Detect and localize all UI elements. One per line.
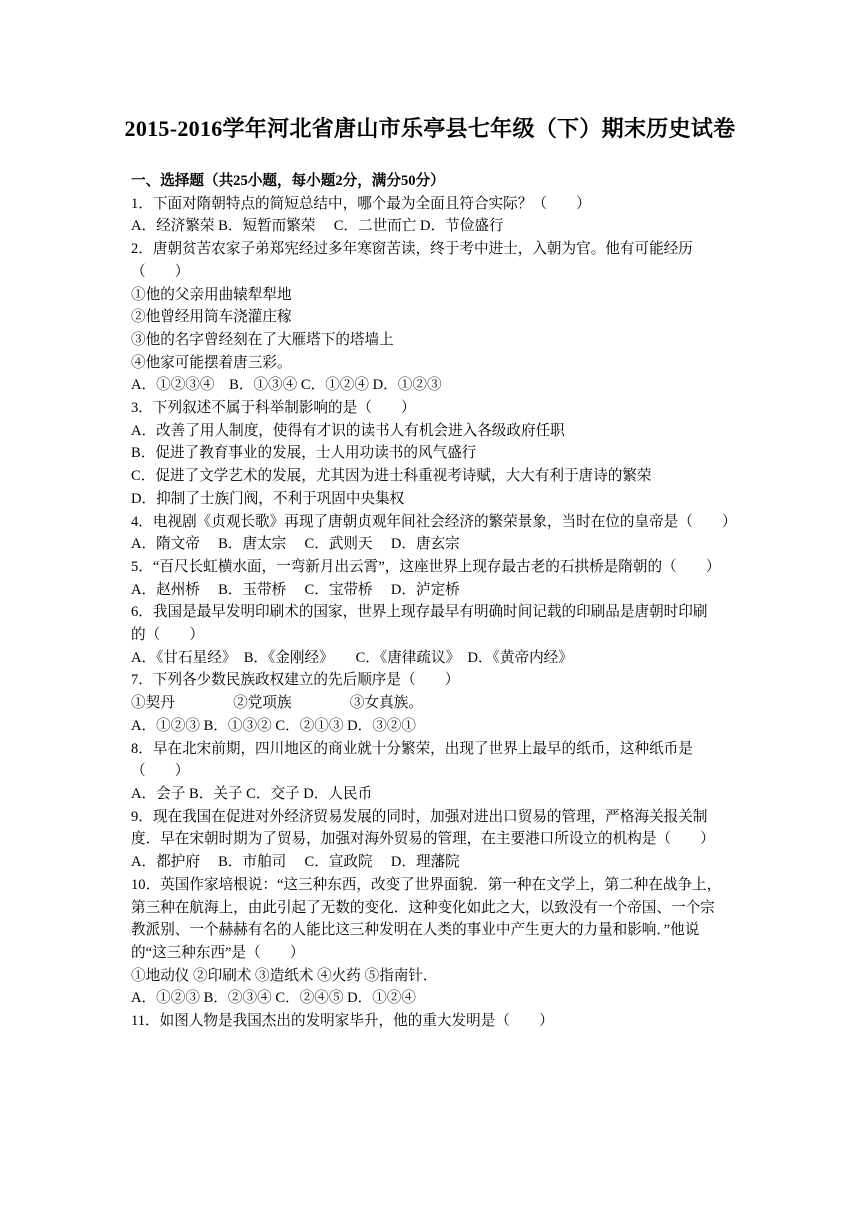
question-7-items: ①契丹 ②党项族 ③女真族。 [131,695,423,712]
question-10-stem: 10．英国作家培根说：“这三种东西，改变了世界面貌．第一种在文学上，第二种在战争上， [131,876,722,893]
question-2-options: A．①②③④ B．①③④ C．①②④ D．①②③ [131,377,442,394]
question-6-stem: 6．我国是最早发明印刷术的国家，世界上现存最早有明确时间记载的印刷品是唐朝时印刷 [131,604,708,621]
question-10-items: ①地动仪 ②印刷术 ③造纸术 ④火药 ⑤指南针． [131,967,438,984]
question-4-options: A．隋文帝 B．唐太宗 C．武则天 D．唐玄宗 [131,536,460,553]
question-2-item-1: ①他的父亲用曲辕犁犁地 [131,286,292,303]
question-11-stem: 11．如图人物是我国杰出的发明家毕升，他的重大发明是（ ） [131,1013,554,1030]
question-5-options: A．赵州桥 B．玉带桥 C．宝带桥 D．泸定桥 [131,581,460,598]
question-1-options: A．经济繁荣 B．短暂而繁荣 C．二世而亡 D．节俭盛行 [131,218,504,235]
question-2-stem: 2．唐朝贫苦农家子弟郑宪经过多年寒窗苦读，终于考中进士，入朝为官。他有可能经历 [131,241,693,258]
question-9-options: A．都护府 B．市舶司 C．宣政院 D．理藩院 [131,854,460,871]
question-6-options: A．《甘石星经》 B．《金刚经》 C．《唐律疏议》 D．《黄帝内经》 [131,649,573,666]
question-8-options: A．会子 B．关子 C．交子 D．人民币 [131,785,373,802]
question-3-option-c: C．促进了文学艺术的发展，尤其因为进士科重视考诗赋，大大有利于唐诗的繁荣 [131,468,652,485]
question-7-options: A．①②③ B．①③② C．②①③ D．③②① [131,717,416,734]
question-10-options: A．①②③ B．②③④ C．②④⑤ D．①②④ [131,990,416,1007]
question-6-stem-continued: 的（ ） [131,627,204,644]
question-8-stem: 8．早在北宋前期，四川地区的商业就十分繁荣，出现了世界上最早的纸币，这种纸币是 [131,740,693,757]
question-9-stem-continued: 度．早在宋朝时期为了贸易，加强对海外贸易的管理，在主要港口所设立的机构是（ ） [131,831,715,848]
question-3-stem: 3．下列叙述不属于科举制影响的是（ ） [131,400,416,417]
question-7-stem: 7．下列各少数民族政权建立的先后顺序是（ ） [131,672,460,689]
question-3-option-b: B．促进了教育事业的发展，士人用功读书的风气盛行 [131,445,477,462]
question-8-stem-continued: （ ） [131,763,190,780]
question-10-stem-line-4: 的“这三种东西”是（ ） [131,944,305,961]
section-heading: 一、选择题（共25小题，每小题2分，满分50分） [131,173,445,189]
question-4-stem: 4．电视剧《贞观长歌》再现了唐朝贞观年间社会经济的繁荣景象，当时在位的皇帝是（ ） [131,513,737,530]
question-2-item-2: ②他曾经用筒车浇灌庄稼 [131,309,292,326]
question-list [131,170,737,1033]
question-10-stem-line-2: 第三种在航海上，由此引起了无数的变化．这种变化如此之大，以致没有一个帝国、一个宗 [131,899,715,916]
question-2-stem-continued: （ ） [131,263,190,280]
question-2-item-4: ④他家可能摆着唐三彩。 [131,354,292,371]
question-3-option-d: D．抑制了士族门阀，不利于巩固中央集权 [131,490,405,507]
question-3-option-a: A．改善了用人制度，使得有才识的读书人有机会进入各级政府任职 [131,422,565,439]
exam-title: 2015-2016学年河北省唐山市乐亭县七年级（下）期末历史试卷 [124,116,736,141]
question-10-stem-line-3: 教派别、一个赫赫有名的人能比这三种发明在人类的事业中产生更大的力量和影响．”他说 [131,922,700,939]
question-1-stem: 1．下面对隋朝特点的简短总结中，哪个最为全面且符合实际？（ ） [131,195,591,212]
question-2-item-3: ③他的名字曾经刻在了大雁塔下的塔墙上 [131,331,394,348]
question-5-stem: 5．“百尺长虹横水面，一弯新月出云霄”，这座世界上现存最古老的石拱桥是隋朝的（ ） [131,558,721,575]
question-9-stem: 9．现在我国在促进对外经济贸易发展的同时，加强对进出口贸易的管理，严格海关报关制 [131,808,708,825]
